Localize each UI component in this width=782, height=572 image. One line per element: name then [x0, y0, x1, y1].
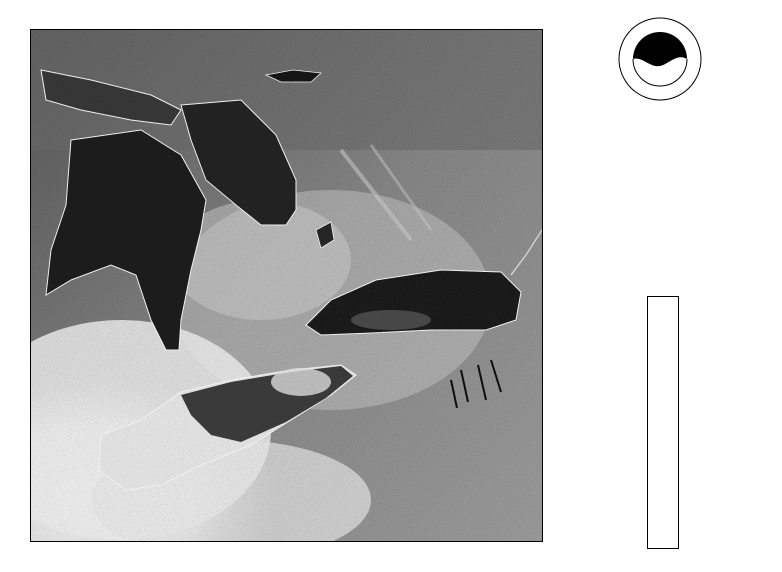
noaa-logo [617, 16, 703, 102]
satellite-image [31, 30, 542, 541]
colorbar [647, 296, 679, 549]
satellite-map [30, 29, 543, 542]
